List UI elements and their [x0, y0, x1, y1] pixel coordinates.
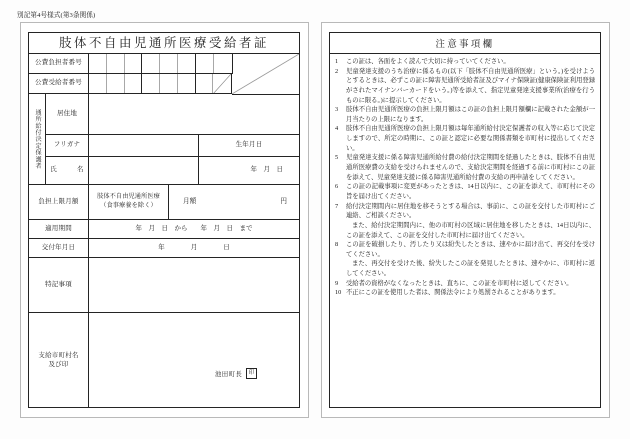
payer-number-boxes[interactable] — [89, 54, 232, 74]
issuer-name: 池田町長 — [215, 371, 243, 378]
recipient-number-label: 公費受給者番号 — [29, 74, 89, 94]
period-value[interactable]: 年 月 日 から 年 月 日 まで — [89, 220, 299, 239]
notice-item — [335, 202, 595, 241]
issuer-label-line2: 及び印 — [48, 361, 69, 368]
limit-category-sub: （食事療養を除く） — [100, 202, 157, 209]
notice-item-text — [346, 202, 595, 241]
notice-item-text-main: 児童発達支援のうち治療に係るもの(以下「肢体不自由児通所医療」という。)を受けようとするときは、必ずこの証に障害児通所受給者証及びマイナ保険証(健康保険証利用登録がされたマイナンバーカードをいう。)等を添えて、指定児童発達支援事業所(治療を行うものに限る。)に提示してください。 — [346, 67, 595, 104]
limit-label: 負担上限月額 — [29, 185, 89, 220]
notice-item-text-main: この証の記載事項に変更があったときは、14日以内に、この証を添えて、市町村にその旨を届け出てください。 — [346, 183, 595, 200]
notice-item-text-main: 受給者の資格がなくなったときは、直ちに、この証を市町村に返してください。 — [346, 279, 573, 287]
issuer-label-line1: 支給市町村名 — [38, 351, 79, 359]
issue-date-value[interactable]: 年 月 日 — [89, 239, 299, 258]
notice-list — [330, 53, 600, 298]
remarks-value-field[interactable] — [89, 258, 299, 313]
notice-item — [335, 124, 595, 153]
notice-item-text — [346, 124, 595, 153]
name-label: 氏 名 — [46, 157, 89, 185]
notice-item-text — [346, 153, 595, 182]
certificate-title: 肢体不自由児通所医療受給者証 — [29, 33, 299, 54]
recipient-number-boxes[interactable] — [89, 74, 232, 94]
residence-label: 居住地 — [46, 94, 89, 135]
furigana-value-field[interactable] — [89, 135, 199, 157]
notice-panel — [329, 32, 601, 408]
notice-item-text — [346, 57, 595, 67]
notice-item-text — [346, 240, 595, 279]
notice-item-number: 1 — [335, 58, 339, 65]
birthdate-label: 生年月日 — [199, 135, 299, 157]
notice-item-number: 4 — [335, 125, 339, 133]
seal-stamp-icon: 印 — [246, 368, 257, 379]
notice-item-text-main: この証を破損したり、汚したり又は紛失したときは、速やかに届け出て、再交付を受けてください。 — [346, 241, 595, 258]
notice-item-number: 10 — [335, 289, 342, 297]
notice-item-text-main: 肢体不自由児通所医療の負担上限月額はこの証の負担上限月額欄に記載された金額が一月当たりの上限になります。 — [346, 106, 595, 123]
notice-item — [335, 153, 595, 182]
limit-amount-label: 月額 — [169, 185, 299, 220]
notice-item — [335, 288, 595, 298]
notice-item-text — [346, 182, 595, 201]
notice-item-text-main: 不正にこの証を使用した者は、関係法令により処罰されることがあります。 — [346, 289, 560, 297]
notice-item — [335, 67, 595, 106]
certificate-table — [28, 32, 300, 408]
notice-item-number: 7 — [335, 202, 339, 210]
issuer-label — [29, 313, 89, 407]
issuer-value-field[interactable] — [89, 313, 299, 407]
notice-item-text-main: 肢体不自由児通所医療の負担上限月額は毎年通所給付決定保護者の収入等に応じて決定しますので、所定の時期に、この証と認定に必要な関係書類を市町村に提出してください。 — [346, 125, 595, 152]
limit-category-main: 肢体不自由児通所医療 — [97, 193, 160, 201]
notice-item-number: 8 — [335, 241, 339, 249]
notice-item-text-continuation: また、給付決定期間内に、他の市町村の区域に居住地を移したときは、14日以内に、この証を添えて、この証を交付した市町村に届け出てください。 — [346, 221, 595, 239]
notice-item-number: 2 — [335, 67, 339, 75]
notice-title: 注意事項欄 — [330, 33, 600, 54]
notice-item-text-main: 給付決定期間内に居住地を移そうとする場合は、事前に、この証を交付した市町村にご連絡、ご相談ください。 — [346, 202, 595, 220]
issue-date-label: 交付年月日 — [29, 239, 89, 258]
limit-currency-label: 円 — [280, 198, 287, 206]
notice-item — [335, 182, 595, 201]
period-label: 適用期間 — [29, 220, 89, 239]
furigana-label: フリガナ — [46, 135, 89, 157]
birthdate-value[interactable]: 年 月 日 — [199, 157, 299, 185]
notice-item-number: 6 — [335, 183, 339, 191]
notice-item-text — [346, 105, 595, 124]
guardian-vertical-text: 通所給付決定保護者 — [34, 108, 41, 170]
residence-value-field[interactable] — [89, 94, 299, 135]
notice-item-text — [346, 288, 595, 298]
notice-item-number: 9 — [335, 279, 339, 287]
notice-item-text — [346, 279, 595, 289]
remarks-label: 特記事項 — [29, 258, 89, 313]
form-code-label: 別記第4号様式(第3条関係) — [17, 12, 96, 19]
guardian-section-vertical-label — [29, 94, 46, 185]
notice-item-text-main: この証は、各面をよく読んで大切に持っていてください。 — [346, 58, 510, 65]
notice-item — [335, 105, 595, 124]
issuer-signature — [215, 368, 257, 379]
notice-item-number: 3 — [335, 106, 339, 114]
notice-item-text-main: 児童発達支援に係る障害児通所給付費の給付決定期間を経過したときは、肢体不自由児通所医療費の支給を受けられませんので、支給決定期間を経過する前に市町村にこの証を添えて、児童発達支援に係る障害児通所給付費の支給の再申請をしてください。 — [346, 154, 595, 181]
notice-item-number: 5 — [335, 154, 339, 162]
notice-item-text — [346, 67, 595, 106]
notice-item-text-continuation: また、再交付を受けた後、紛失したこの証を発見したときは、速やかに、市町村に返してください。 — [346, 260, 595, 278]
notice-item — [335, 57, 595, 67]
name-value-field[interactable] — [89, 157, 199, 185]
unused-area-strike — [232, 54, 299, 95]
payer-number-label: 公費負担者番号 — [29, 54, 89, 74]
notice-item — [335, 240, 595, 279]
notice-item — [335, 279, 595, 289]
limit-category — [89, 185, 169, 220]
